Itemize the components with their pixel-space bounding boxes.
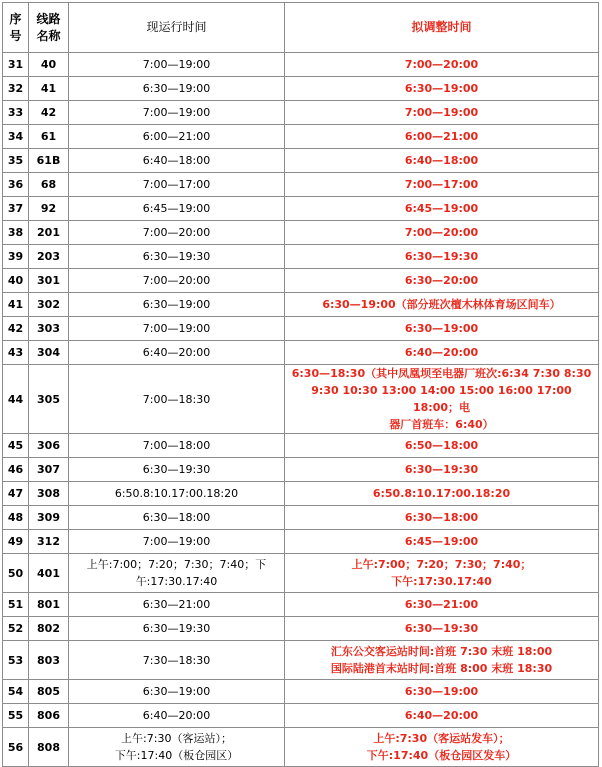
current-time-cell	[69, 53, 285, 77]
adjusted-time-cell	[285, 554, 599, 593]
serial-number-cell: 49	[3, 530, 29, 554]
current-time-cell	[69, 101, 285, 125]
route-name-cell: 41	[29, 77, 69, 101]
table-row	[3, 554, 599, 593]
table-row	[3, 704, 599, 728]
current-time-cell	[69, 341, 285, 365]
current-time-line: 6:30—19:00	[142, 685, 211, 698]
adjusted-time-line: 6:30—20:00	[404, 274, 479, 287]
serial-number-cell: 52	[3, 617, 29, 641]
adjusted-time-line: 6:30—19:30	[404, 463, 479, 476]
current-time-line: 6:30—19:30	[142, 463, 211, 476]
serial-number-cell: 35	[3, 149, 29, 173]
route-name-cell: 301	[29, 269, 69, 293]
table-row	[3, 434, 599, 458]
header-serial-line-2: 号	[9, 28, 22, 43]
table-row	[3, 680, 599, 704]
header-adjusted-time: 拟调整时间	[285, 3, 599, 53]
table-row	[3, 593, 599, 617]
route-name-cell: 201	[29, 221, 69, 245]
current-time-line: 6:30—19:00	[142, 298, 211, 311]
current-time-cell	[69, 593, 285, 617]
current-time-line: 6:50.8:10.17:00.18:20	[114, 487, 239, 500]
serial-number-cell: 41	[3, 293, 29, 317]
current-time-line: 6:40—18:00	[142, 154, 211, 167]
route-name-cell: 303	[29, 317, 69, 341]
serial-number-cell: 51	[3, 593, 29, 617]
adjusted-time-line: 下午:17:40（板仓园区发车）	[366, 749, 517, 762]
serial-number-cell: 55	[3, 704, 29, 728]
current-time-cell	[69, 458, 285, 482]
current-time-line: 下午:17:40（板仓园区）	[114, 749, 239, 762]
adjusted-time-line: 6:40—20:00	[404, 346, 479, 359]
route-name-cell: 203	[29, 245, 69, 269]
table-row	[3, 317, 599, 341]
adjusted-time-line: 6:30—19:30	[404, 622, 479, 635]
current-time-line: 6:30—21:00	[142, 598, 211, 611]
current-time-line: 7:00—20:00	[142, 274, 211, 287]
route-name-cell: 306	[29, 434, 69, 458]
current-time-line: 6:30—19:00	[142, 82, 211, 95]
adjusted-time-cell	[285, 365, 599, 434]
table-row	[3, 293, 599, 317]
current-time-cell	[69, 245, 285, 269]
table-row	[3, 53, 599, 77]
adjusted-time-line: 7:00—20:00	[404, 58, 479, 71]
current-time-cell	[69, 365, 285, 434]
adjusted-time-cell	[285, 125, 599, 149]
table-row	[3, 125, 599, 149]
route-name-cell: 808	[29, 728, 69, 767]
adjusted-time-cell	[285, 341, 599, 365]
route-name-cell: 308	[29, 482, 69, 506]
adjusted-time-line: 器厂首班车：6:40）	[389, 418, 494, 431]
serial-number-cell: 43	[3, 341, 29, 365]
route-name-cell: 305	[29, 365, 69, 434]
current-time-line: 6:45—19:00	[142, 202, 211, 215]
adjusted-time-cell	[285, 221, 599, 245]
current-time-cell	[69, 680, 285, 704]
adjusted-time-line: 6:30—19:00	[404, 685, 479, 698]
table-row	[3, 617, 599, 641]
current-time-line: 7:00—20:00	[142, 226, 211, 239]
route-name-cell: 802	[29, 617, 69, 641]
serial-number-cell: 45	[3, 434, 29, 458]
current-time-cell	[69, 317, 285, 341]
adjusted-time-cell	[285, 506, 599, 530]
adjusted-time-line: 6:30—21:00	[404, 598, 479, 611]
table-row	[3, 77, 599, 101]
route-name-cell: 40	[29, 53, 69, 77]
adjusted-time-cell	[285, 704, 599, 728]
adjusted-time-line: 6:30—19:00	[404, 322, 479, 335]
current-time-cell	[69, 617, 285, 641]
current-time-line: 上午:7:30（客运站）；	[121, 732, 232, 745]
adjusted-time-cell	[285, 101, 599, 125]
route-name-cell: 309	[29, 506, 69, 530]
header-current-time: 现运行时间	[69, 3, 285, 53]
serial-number-cell: 44	[3, 365, 29, 434]
current-time-cell	[69, 125, 285, 149]
table-row	[3, 197, 599, 221]
route-name-cell: 304	[29, 341, 69, 365]
adjusted-time-cell	[285, 434, 599, 458]
route-name-cell: 92	[29, 197, 69, 221]
header-serial-number	[3, 3, 29, 53]
current-time-cell	[69, 293, 285, 317]
adjusted-time-cell	[285, 728, 599, 767]
adjusted-time-line: 6:40—20:00	[404, 709, 479, 722]
adjusted-time-cell	[285, 593, 599, 617]
adjusted-time-cell	[285, 482, 599, 506]
table-row	[3, 269, 599, 293]
current-time-line: 6:00—21:00	[142, 130, 211, 143]
table-row	[3, 173, 599, 197]
adjusted-time-line: 6:30—19:30	[404, 250, 479, 263]
current-time-line: 7:00—19:00	[142, 58, 211, 71]
adjusted-time-cell	[285, 317, 599, 341]
adjusted-time-line: 上午:7:00；7:20；7:30；7:40；	[351, 558, 532, 571]
serial-number-cell: 53	[3, 641, 29, 680]
table-row	[3, 728, 599, 767]
header-route-line-1: 线路	[36, 11, 61, 26]
current-time-line: 7:00—19:00	[142, 322, 211, 335]
serial-number-cell: 39	[3, 245, 29, 269]
adjusted-time-cell	[285, 53, 599, 77]
adjusted-time-line: 6:30—19:00	[404, 82, 479, 95]
adjusted-time-cell	[285, 680, 599, 704]
serial-number-cell: 42	[3, 317, 29, 341]
route-name-cell: 805	[29, 680, 69, 704]
current-time-cell	[69, 530, 285, 554]
route-name-cell: 61	[29, 125, 69, 149]
adjusted-time-cell	[285, 641, 599, 680]
adjusted-time-cell	[285, 149, 599, 173]
serial-number-cell: 37	[3, 197, 29, 221]
serial-number-cell: 33	[3, 101, 29, 125]
serial-number-cell: 47	[3, 482, 29, 506]
serial-number-cell: 38	[3, 221, 29, 245]
adjusted-time-cell	[285, 197, 599, 221]
adjusted-time-cell	[285, 77, 599, 101]
adjusted-time-line: 6:30—18:30（其中凤凰坝至电器厂班次:6:34 7:30 8:30	[291, 367, 592, 380]
table-row	[3, 149, 599, 173]
current-time-cell	[69, 197, 285, 221]
adjusted-time-line: 下午:17:30.17:40	[391, 575, 492, 588]
current-time-line: 7:30—18:30	[142, 653, 211, 667]
route-name-cell: 801	[29, 593, 69, 617]
current-time-line: 上午:7:00；7:20；7:30；7:40；下	[86, 558, 267, 571]
serial-number-cell: 32	[3, 77, 29, 101]
adjusted-time-cell	[285, 173, 599, 197]
table-row	[3, 641, 599, 680]
adjusted-time-line: 6:30—18:00	[404, 511, 479, 524]
route-name-cell: 307	[29, 458, 69, 482]
adjusted-time-line: 国际陆港首末站时间:首班 8:00 末班 18:30	[330, 662, 553, 675]
current-time-cell	[69, 149, 285, 173]
current-time-cell	[69, 221, 285, 245]
current-time-cell	[69, 173, 285, 197]
table-row	[3, 101, 599, 125]
adjusted-time-line: 6:40—18:00	[404, 154, 479, 167]
adjusted-time-line: 6:45—19:00	[404, 535, 479, 548]
current-time-line: 7:00—18:00	[142, 439, 211, 452]
current-time-line: 7:00—19:00	[142, 535, 211, 548]
adjusted-time-cell	[285, 530, 599, 554]
serial-number-cell: 40	[3, 269, 29, 293]
adjusted-time-line: 6:00—21:00	[404, 130, 479, 143]
route-name-cell: 806	[29, 704, 69, 728]
route-name-cell: 803	[29, 641, 69, 680]
adjusted-time-line: 9:30 10:30 13:00 14:00 15:00 16:00 17:00 18:00；电	[311, 384, 572, 414]
current-time-line: 6:40—20:00	[142, 346, 211, 359]
adjusted-time-line: 6:45—19:00	[404, 202, 479, 215]
serial-number-cell: 54	[3, 680, 29, 704]
route-name-cell: 42	[29, 101, 69, 125]
route-name-cell: 61B	[29, 149, 69, 173]
serial-number-cell: 36	[3, 173, 29, 197]
current-time-line: 6:30—19:30	[142, 250, 211, 263]
route-name-cell: 68	[29, 173, 69, 197]
current-time-line: 6:30—18:00	[142, 511, 211, 524]
current-time-cell	[69, 434, 285, 458]
current-time-cell	[69, 506, 285, 530]
serial-number-cell: 50	[3, 554, 29, 593]
serial-number-cell: 34	[3, 125, 29, 149]
table-row	[3, 221, 599, 245]
current-time-cell	[69, 77, 285, 101]
serial-number-cell: 31	[3, 53, 29, 77]
adjusted-time-line: 6:30—19:00（部分班次檀木林体育场区间车）	[322, 298, 561, 311]
current-time-cell	[69, 269, 285, 293]
route-name-cell: 302	[29, 293, 69, 317]
table-row	[3, 458, 599, 482]
current-time-line: 午:17:30.17:40	[135, 575, 218, 588]
adjusted-time-cell	[285, 269, 599, 293]
current-time-cell	[69, 554, 285, 593]
route-name-cell: 312	[29, 530, 69, 554]
header-serial-line-1: 序	[9, 11, 22, 26]
current-time-line: 7:00—19:00	[142, 106, 211, 119]
header-route-line-2: 名称	[36, 28, 61, 43]
adjusted-time-line: 上午:7:30（客运站发车）；	[373, 732, 510, 745]
table-row	[3, 506, 599, 530]
adjusted-time-line: 7:00—17:00	[404, 178, 479, 191]
table-header-row	[3, 3, 599, 53]
adjusted-time-line: 6:50.8:10.17:00.18:20	[372, 487, 511, 500]
serial-number-cell: 48	[3, 506, 29, 530]
current-time-line: 7:00—17:00	[142, 178, 211, 191]
adjusted-time-line: 6:50—18:00	[404, 439, 479, 452]
table-row	[3, 530, 599, 554]
adjusted-time-line: 7:00—20:00	[404, 226, 479, 239]
adjusted-time-cell	[285, 245, 599, 269]
serial-number-cell: 56	[3, 728, 29, 767]
route-name-cell: 401	[29, 554, 69, 593]
current-time-cell	[69, 704, 285, 728]
table-row	[3, 341, 599, 365]
adjusted-time-cell	[285, 293, 599, 317]
adjusted-time-line: 7:00—19:00	[404, 106, 479, 119]
current-time-cell	[69, 482, 285, 506]
current-time-cell	[69, 641, 285, 680]
current-time-line: 7:00—18:30	[142, 392, 211, 406]
adjusted-time-line: 汇东公交客运站时间:首班 7:30 末班 18:00	[330, 645, 553, 658]
table-row	[3, 365, 599, 434]
current-time-line: 6:40—20:00	[142, 709, 211, 722]
adjusted-time-cell	[285, 617, 599, 641]
table-row	[3, 245, 599, 269]
adjusted-time-cell	[285, 458, 599, 482]
current-time-cell	[69, 728, 285, 767]
serial-number-cell: 46	[3, 458, 29, 482]
schedule-table	[2, 2, 599, 767]
header-route-name	[29, 3, 69, 53]
current-time-line: 6:30—19:30	[142, 622, 211, 635]
table-row	[3, 482, 599, 506]
